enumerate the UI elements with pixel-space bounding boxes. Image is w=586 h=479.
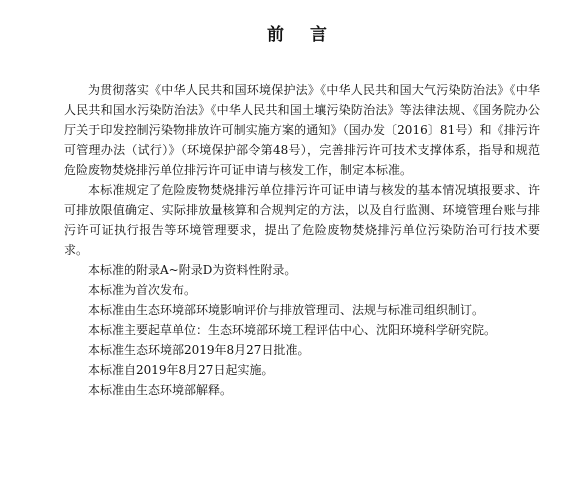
paragraph-organizer: 本标准由生态环境部环境影响评价与排放管理司、法规与标准司组织制订。 <box>88 303 485 317</box>
paragraph-appendix: 本标准的附录A~附录D为资料性附录。 <box>88 263 297 277</box>
paragraph-scope: 本标准规定了危险废物焚烧排污单位排污许可证申请与核发的基本情况填报要求、许可排放限值确定、实际排放量核算和合规判定的方法，以及自行监测、环境管理台账与排污许可证执行报告等环境管理要求，提出了危险废物焚烧排污单位污染防治可行技术要求。 <box>64 183 540 257</box>
page-title: 前 言 <box>267 25 337 45</box>
paragraph-purpose: 为贯彻落实《中华人民共和国环境保护法》《中华人民共和国大气污染防治法》《中华人民共和国水污染防治法》《中华人民共和国土壤污染防治法》等法律法规、《国务院办公厅关于印发控制污染物排放许可制实施方案的通知》（国办发〔2016〕81号）和《排污许可管理办法（试行）》（环境保护部令第48号），完善排污许可技术支撑体系，指导和规范危险废物焚烧排污单位排污许可证申请与核发工作，制定本标准。 <box>64 83 540 177</box>
paragraph-first-release: 本标准为首次发布。 <box>88 283 197 297</box>
paragraph-interpretation: 本标准由生态环境部解释。 <box>88 383 233 397</box>
paragraph-effective-date: 本标准自2019年8月27日起实施。 <box>88 363 274 377</box>
paragraph-approval-date: 本标准生态环境部2019年8月27日批准。 <box>88 343 310 357</box>
paragraph-drafting-units: 本标准主要起草单位：生态环境部环境工程评估中心、沈阳环境科学研究院。 <box>88 323 497 337</box>
